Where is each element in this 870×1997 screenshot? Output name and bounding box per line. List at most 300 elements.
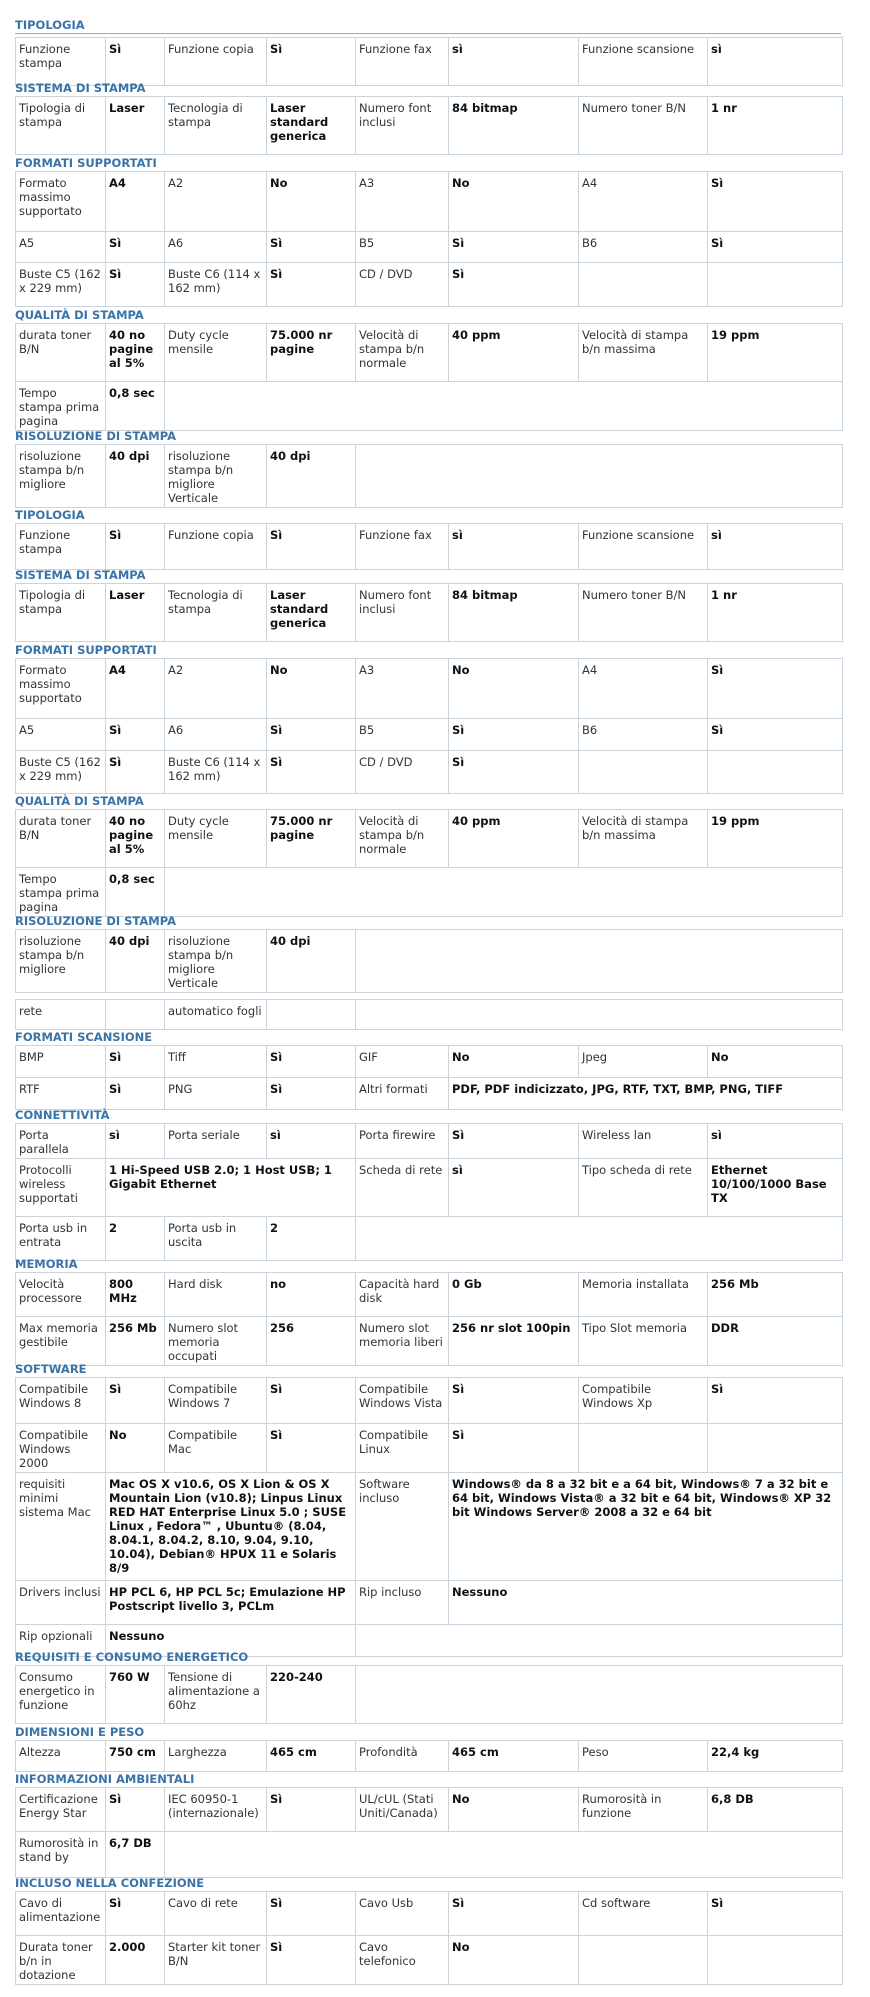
spec-value-risoluzione-stampa-b-n-migliore: 40 dpi [106,930,165,993]
spec-label-a3: A3 [356,659,449,719]
empty-cell [579,751,708,794]
spec-value-rip-incluso: Nessuno [449,1581,843,1625]
spec-table [15,1377,843,1657]
section-heading-informazioni-ambientali: INFORMAZIONI AMBIENTALI [15,1772,195,1786]
spec-value-altri-formati: PDF, PDF indicizzato, JPG, RTF, TXT, BMP, PNG, TIFF [449,1078,843,1110]
spec-value-protocolli-wireless-supportati: 1 Hi-Speed USB 2.0; 1 Host USB; 1 Gigabit Ethernet [106,1159,356,1217]
spec-table [15,1787,843,1878]
spec-value-duty-cycle-mensile: 75.000 nr pagine [267,324,356,382]
spec-label-tempo-stampa-prima-pagina: Tempo stampa prima pagina [16,868,106,917]
spec-table [15,929,843,993]
empty-cell [356,445,843,508]
spec-value-compatibile-windows-xp: Sì [708,1378,843,1424]
table-row [16,584,843,642]
spec-table [15,1123,843,1261]
spec-value-a6: Sì [267,719,356,751]
spec-value-hard-disk: no [267,1273,356,1317]
spec-label-duty-cycle-mensile: Duty cycle mensile [165,810,267,868]
table-row [16,1159,843,1217]
spec-label-a5: A5 [16,232,106,263]
spec-value-bmp: Sì [106,1046,165,1078]
spec-label-a2: A2 [165,172,267,232]
spec-value-compatibile-windows-vista: Sì [449,1378,579,1424]
spec-label-formato-massimo-supportato: Formato massimo supportato [16,659,106,719]
spec-value-tempo-stampa-prima-pagina: 0,8 sec [106,382,165,431]
spec-label-tecnologia-di-stampa: Tecnologia di stampa [165,97,267,155]
table-row [16,810,843,868]
spec-value-porta-usb-in-uscita: 2 [267,1217,356,1261]
spec-label-b6: B6 [579,719,708,751]
table-row [16,1046,843,1078]
spec-label-cavo-usb: Cavo Usb [356,1892,449,1936]
spec-label-cavo-di-rete: Cavo di rete [165,1892,267,1936]
spec-label-funzione-fax: Funzione fax [356,524,449,570]
spec-value-numero-slot-memoria-liberi: 256 nr slot 100pin [449,1317,579,1366]
spec-value-a5: Sì [106,232,165,263]
section-heading-sistema-di-stampa: SISTEMA DI STAMPA [15,81,146,95]
spec-label-buste-c5-162-x-229-mm: Buste C5 (162 x 229 mm) [16,751,106,794]
spec-table [15,583,843,642]
empty-cell [579,263,708,307]
spec-label-a4: A4 [579,172,708,232]
spec-label-porta-usb-in-entrata: Porta usb in entrata [16,1217,106,1261]
spec-value-rumorosita-in-funzione: 6,8 DB [708,1788,843,1832]
spec-label-png: PNG [165,1078,267,1110]
spec-label-funzione-scansione: Funzione scansione [579,524,708,570]
spec-value-rtf: Sì [106,1078,165,1110]
spec-label-consumo-energetico-in-funzione: Consumo energetico in funzione [16,1666,106,1724]
spec-label-profondita: Profondità [356,1741,449,1772]
table-row [16,1217,843,1261]
spec-label-altezza: Altezza [16,1741,106,1772]
spec-label-cd-software: Cd software [579,1892,708,1936]
spec-table [15,37,843,86]
spec-value-cavo-telefonico: No [449,1936,579,1985]
spec-label-buste-c6-114-x-162-mm: Buste C6 (114 x 162 mm) [165,263,267,307]
table-row [16,1788,843,1832]
spec-value-capacita-hard-disk: 0 Gb [449,1273,579,1317]
spec-table [15,1045,843,1110]
spec-value-tipologia-di-stampa: Laser [106,97,165,155]
spec-label-funzione-stampa: Funzione stampa [16,524,106,570]
spec-value-funzione-stampa: Sì [106,38,165,86]
section-heading-memoria: MEMORIA [15,1257,78,1271]
spec-value-altezza: 750 cm [106,1741,165,1772]
empty-cell [708,1424,843,1473]
spec-label-a6: A6 [165,232,267,263]
section-heading-tipologia: TIPOLOGIA [15,508,85,522]
table-row [16,1581,843,1625]
spec-label-numero-slot-memoria-liberi: Numero slot memoria liberi [356,1317,449,1366]
empty-cell [579,1424,708,1473]
spec-value-wireless-lan: sì [708,1124,843,1159]
spec-label-compatibile-windows-vista: Compatibile Windows Vista [356,1378,449,1424]
spec-label-tipo-scheda-di-rete: Tipo scheda di rete [579,1159,708,1217]
spec-label-velocita-di-stampa-b-n-massima: Velocità di stampa b/n massima [579,324,708,382]
spec-value-b5: Sì [449,232,579,263]
empty-cell [356,1000,843,1030]
spec-value-durata-toner-b-n: 40 no pagine al 5% [106,324,165,382]
table-row [16,1892,843,1936]
spec-table [15,658,843,794]
table-row [16,324,843,382]
spec-value-cd-dvd: Sì [449,751,579,794]
spec-value-certificazione-energy-star: Sì [106,1788,165,1832]
spec-value-funzione-copia: Sì [267,524,356,570]
spec-label-software-incluso: Software incluso [356,1473,449,1581]
table-row [16,1078,843,1110]
spec-label-scheda-di-rete: Scheda di rete [356,1159,449,1217]
spec-label-rumorosita-in-stand-by: Rumorosità in stand by [16,1832,106,1878]
spec-value-a5: Sì [106,719,165,751]
spec-value-scheda-di-rete: sì [449,1159,579,1217]
spec-value-formato-massimo-supportato: A4 [106,659,165,719]
spec-label-tipo-slot-memoria: Tipo Slot memoria [579,1317,708,1366]
spec-label-cavo-di-alimentazione: Cavo di alimentazione [16,1892,106,1936]
table-row [16,930,843,993]
spec-value-velocita-di-stampa-b-n-massima: 19 ppm [708,324,843,382]
section-heading-sistema-di-stampa: SISTEMA DI STAMPA [15,568,146,582]
spec-table [15,1891,843,1985]
spec-label-velocita-di-stampa-b-n-massima: Velocità di stampa b/n massima [579,810,708,868]
spec-label-risoluzione-stampa-b-n-migliore: risoluzione stampa b/n migliore [16,445,106,508]
spec-table [15,1665,843,1724]
spec-value-buste-c6-114-x-162-mm: Sì [267,751,356,794]
spec-label-compatibile-windows-2000: Compatibile Windows 2000 [16,1424,106,1473]
spec-value-tensione-di-alimentazione-a-60hz: 220-240 [267,1666,356,1724]
spec-value-tipo-slot-memoria: DDR [708,1317,843,1366]
empty-cell [165,1832,843,1878]
spec-label-automatico-fogli: automatico fogli [165,1000,267,1030]
spec-value-numero-toner-b-n: 1 nr [708,97,843,155]
spec-label-funzione-fax: Funzione fax [356,38,449,86]
spec-table [15,1740,843,1772]
table-row [16,1832,843,1878]
spec-label-b6: B6 [579,232,708,263]
table-row [16,751,843,794]
spec-label-a6: A6 [165,719,267,751]
spec-label-compatibile-windows-7: Compatibile Windows 7 [165,1378,267,1424]
spec-value-funzione-copia: Sì [267,38,356,86]
spec-label-ul-cul-stati-uniti-canada: UL/cUL (Stati Uniti/Canada) [356,1788,449,1832]
spec-value-png: Sì [267,1078,356,1110]
section-divider [15,33,841,34]
spec-label-rip-opzionali: Rip opzionali [16,1625,106,1657]
spec-label-durata-toner-b-n: durata toner B/N [16,810,106,868]
table-row [16,263,843,307]
spec-label-velocita-di-stampa-b-n-normale: Velocità di stampa b/n normale [356,324,449,382]
table-row [16,659,843,719]
spec-value-rumorosita-in-stand-by: 6,7 DB [106,1832,165,1878]
spec-label-risoluzione-stampa-b-n-migliore-verticale: risoluzione stampa b/n migliore Verticale [165,930,267,993]
spec-value-ul-cul-stati-uniti-canada: No [449,1788,579,1832]
spec-label-rete: rete [16,1000,106,1030]
spec-value-b6: Sì [708,719,843,751]
spec-value-velocita-di-stampa-b-n-normale: 40 ppm [449,324,579,382]
spec-value-numero-font-inclusi: 84 bitmap [449,97,579,155]
table-row [16,97,843,155]
empty-cell [165,382,843,431]
spec-table [15,809,843,917]
spec-value-a2: No [267,659,356,719]
spec-label-wireless-lan: Wireless lan [579,1124,708,1159]
spec-value-risoluzione-stampa-b-n-migliore: 40 dpi [106,445,165,508]
spec-label-porta-seriale: Porta seriale [165,1124,267,1159]
spec-value-gif: No [449,1046,579,1078]
spec-label-peso: Peso [579,1741,708,1772]
spec-label-compatibile-linux: Compatibile Linux [356,1424,449,1473]
spec-value-drivers-inclusi: HP PCL 6, HP PCL 5c; Emulazione HP Postscript livello 3, PCLm [106,1581,356,1625]
spec-value-a4: Sì [708,659,843,719]
section-heading-qualita-di-stampa: QUALITÀ DI STAMPA [15,794,144,808]
spec-value-larghezza: 465 cm [267,1741,356,1772]
table-row [16,1378,843,1424]
spec-label-iec-60950-1-internazionale: IEC 60950-1 (internazionale) [165,1788,267,1832]
empty-cell [579,1936,708,1985]
spec-value-tipo-scheda-di-rete: Ethernet 10/100/1000 Base TX [708,1159,843,1217]
spec-label-requisiti-minimi-sistema-mac: requisiti minimi sistema Mac [16,1473,106,1581]
spec-label-tiff: Tiff [165,1046,267,1078]
section-heading-requisiti-e-consumo-energetico: REQUISITI E CONSUMO ENERGETICO [15,1650,249,1664]
spec-label-drivers-inclusi: Drivers inclusi [16,1581,106,1625]
section-heading-risoluzione-di-stampa: RISOLUZIONE DI STAMPA [15,429,177,443]
spec-label-rumorosita-in-funzione: Rumorosità in funzione [579,1788,708,1832]
table-row [16,172,843,232]
spec-value-porta-usb-in-entrata: 2 [106,1217,165,1261]
spec-label-buste-c6-114-x-162-mm: Buste C6 (114 x 162 mm) [165,751,267,794]
spec-label-cavo-telefonico: Cavo telefonico [356,1936,449,1985]
spec-label-a4: A4 [579,659,708,719]
spec-label-protocolli-wireless-supportati: Protocolli wireless supportati [16,1159,106,1217]
table-row [16,719,843,751]
spec-value-porta-firewire: Sì [449,1124,579,1159]
spec-table [15,1272,843,1366]
table-row [16,1273,843,1317]
spec-label-hard-disk: Hard disk [165,1273,267,1317]
spec-value-compatibile-windows-7: Sì [267,1378,356,1424]
spec-label-cd-dvd: CD / DVD [356,263,449,307]
spec-label-numero-toner-b-n: Numero toner B/N [579,584,708,642]
spec-value-max-memoria-gestibile: 256 Mb [106,1317,165,1366]
spec-label-capacita-hard-disk: Capacità hard disk [356,1273,449,1317]
spec-value-compatibile-windows-8: Sì [106,1378,165,1424]
spec-value-durata-toner-b-n: 40 no pagine al 5% [106,810,165,868]
spec-value-cd-software: Sì [708,1892,843,1936]
spec-value-cd-dvd: Sì [449,263,579,307]
spec-table [15,96,843,155]
spec-table [15,171,843,307]
spec-value-tempo-stampa-prima-pagina: 0,8 sec [106,868,165,917]
spec-value-formato-massimo-supportato: A4 [106,172,165,232]
spec-label-velocita-processore: Velocità processore [16,1273,106,1317]
spec-value-requisiti-minimi-sistema-mac: Mac OS X v10.6, OS X Lion & OS X Mountain Lion (v10.8); Linpus Linux RED HAT Enterprise Linux 5.0 ; SUSE Linux , Fedora™ , Ubuntu® (8.04, 8.04.1, 8.04.2, 8.10, 9.04, 9.10, 10.04), Debian® HPUX 11 e Solaris 8/9 [106,1473,356,1581]
empty-cell [356,930,843,993]
spec-label-compatibile-windows-8: Compatibile Windows 8 [16,1378,106,1424]
empty-cell [708,751,843,794]
empty-cell [708,1936,843,1985]
table-row [16,1124,843,1159]
table-row [16,1000,843,1030]
spec-label-durata-toner-b-n: durata toner B/N [16,324,106,382]
spec-value-profondita: 465 cm [449,1741,579,1772]
spec-value-risoluzione-stampa-b-n-migliore-verticale: 40 dpi [267,445,356,508]
spec-value-funzione-scansione: sì [708,38,843,86]
table-row [16,1424,843,1473]
spec-value-compatibile-windows-2000: No [106,1424,165,1473]
spec-table [15,523,843,570]
spec-label-risoluzione-stampa-b-n-migliore-verticale: risoluzione stampa b/n migliore Verticale [165,445,267,508]
spec-label-numero-font-inclusi: Numero font inclusi [356,584,449,642]
spec-label-funzione-copia: Funzione copia [165,524,267,570]
spec-label-velocita-di-stampa-b-n-normale: Velocità di stampa b/n normale [356,810,449,868]
table-row [16,1936,843,1985]
spec-value-funzione-fax: sì [449,38,579,86]
spec-value-buste-c5-162-x-229-mm: Sì [106,751,165,794]
spec-value-jpeg: No [708,1046,843,1078]
spec-value-risoluzione-stampa-b-n-migliore-verticale: 40 dpi [267,930,356,993]
spec-value-software-incluso: Windows® da 8 a 32 bit e a 64 bit, Windows® 7 a 32 bit e 64 bit, Windows Vista® a 32 bit e 64 bit, Windows® XP 32 bit Windows Server® 2008 a 32 e 64 bit [449,1473,843,1581]
section-heading-formati-supportati: FORMATI SUPPORTATI [15,156,157,170]
spec-table [15,444,843,508]
table-row [16,38,843,86]
spec-value-tecnologia-di-stampa: Laser standard generica [267,97,356,155]
spec-label-gif: GIF [356,1046,449,1078]
spec-label-altri-formati: Altri formati [356,1078,449,1110]
spec-value-buste-c6-114-x-162-mm: Sì [267,263,356,307]
spec-label-b5: B5 [356,232,449,263]
spec-label-porta-firewire: Porta firewire [356,1124,449,1159]
spec-label-memoria-installata: Memoria installata [579,1273,708,1317]
spec-label-risoluzione-stampa-b-n-migliore: risoluzione stampa b/n migliore [16,930,106,993]
spec-value-peso: 22,4 kg [708,1741,843,1772]
spec-value-rip-opzionali: Nessuno [106,1625,356,1657]
spec-value-durata-toner-b-n-in-dotazione: 2.000 [106,1936,165,1985]
spec-value-porta-seriale: sì [267,1124,356,1159]
spec-value-tipologia-di-stampa: Laser [106,584,165,642]
spec-label-funzione-stampa: Funzione stampa [16,38,106,86]
section-heading-incluso-nella-confezione: INCLUSO NELLA CONFEZIONE [15,1876,205,1890]
spec-label-larghezza: Larghezza [165,1741,267,1772]
spec-value-a4: Sì [708,172,843,232]
spec-value-numero-slot-memoria-occupati: 256 [267,1317,356,1366]
spec-label-formato-massimo-supportato: Formato massimo supportato [16,172,106,232]
spec-value-tiff: Sì [267,1046,356,1078]
spec-label-numero-font-inclusi: Numero font inclusi [356,97,449,155]
table-row [16,1666,843,1724]
spec-label-compatibile-windows-xp: Compatibile Windows Xp [579,1378,708,1424]
spec-label-durata-toner-b-n-in-dotazione: Durata toner b/n in dotazione [16,1936,106,1985]
spec-label-tipologia-di-stampa: Tipologia di stampa [16,97,106,155]
spec-table [15,323,843,431]
empty-cell [356,1217,843,1261]
spec-value-velocita-di-stampa-b-n-massima: 19 ppm [708,810,843,868]
spec-value-a3: No [449,659,579,719]
section-heading-formati-scansione: FORMATI SCANSIONE [15,1030,153,1044]
spec-label-compatibile-mac: Compatibile Mac [165,1424,267,1473]
spec-label-tecnologia-di-stampa: Tecnologia di stampa [165,584,267,642]
spec-value-funzione-stampa: Sì [106,524,165,570]
table-row [16,868,843,917]
spec-label-starter-kit-toner-b-n: Starter kit toner B/N [165,1936,267,1985]
spec-value-funzione-fax: sì [449,524,579,570]
spec-value-numero-font-inclusi: 84 bitmap [449,584,579,642]
spec-label-porta-usb-in-uscita: Porta usb in uscita [165,1217,267,1261]
empty-cell [267,1000,356,1030]
spec-value-cavo-di-rete: Sì [267,1892,356,1936]
section-heading-formati-supportati: FORMATI SUPPORTATI [15,643,157,657]
spec-value-tecnologia-di-stampa: Laser standard generica [267,584,356,642]
spec-value-duty-cycle-mensile: 75.000 nr pagine [267,810,356,868]
spec-value-a2: No [267,172,356,232]
spec-value-b5: Sì [449,719,579,751]
spec-value-a3: No [449,172,579,232]
empty-cell [106,1000,165,1030]
spec-label-duty-cycle-mensile: Duty cycle mensile [165,324,267,382]
spec-label-tipologia-di-stampa: Tipologia di stampa [16,584,106,642]
spec-value-starter-kit-toner-b-n: Sì [267,1936,356,1985]
spec-value-compatibile-linux: Sì [449,1424,579,1473]
spec-label-porta-parallela: Porta parallela [16,1124,106,1159]
spec-label-funzione-scansione: Funzione scansione [579,38,708,86]
spec-value-b6: Sì [708,232,843,263]
spec-label-rip-incluso: Rip incluso [356,1581,449,1625]
spec-value-memoria-installata: 256 Mb [708,1273,843,1317]
table-row [16,1473,843,1581]
section-heading-tipologia: TIPOLOGIA [15,18,85,32]
spec-label-bmp: BMP [16,1046,106,1078]
spec-value-iec-60950-1-internazionale: Sì [267,1788,356,1832]
spec-value-cavo-di-alimentazione: Sì [106,1892,165,1936]
section-heading-risoluzione-di-stampa: RISOLUZIONE DI STAMPA [15,914,177,928]
spec-value-compatibile-mac: Sì [267,1424,356,1473]
spec-label-rtf: RTF [16,1078,106,1110]
spec-value-a6: Sì [267,232,356,263]
spec-label-b5: B5 [356,719,449,751]
spec-label-a5: A5 [16,719,106,751]
spec-value-velocita-processore: 800 MHz [106,1273,165,1317]
empty-cell [708,263,843,307]
empty-cell [165,868,843,917]
spec-value-porta-parallela: sì [106,1124,165,1159]
spec-label-jpeg: Jpeg [579,1046,708,1078]
spec-value-funzione-scansione: sì [708,524,843,570]
table-row [16,1317,843,1366]
spec-label-funzione-copia: Funzione copia [165,38,267,86]
spec-label-certificazione-energy-star: Certificazione Energy Star [16,1788,106,1832]
spec-value-numero-toner-b-n: 1 nr [708,584,843,642]
spec-label-tempo-stampa-prima-pagina: Tempo stampa prima pagina [16,382,106,431]
section-heading-dimensioni-e-peso: DIMENSIONI E PESO [15,1725,145,1739]
empty-cell [356,1666,843,1724]
spec-label-numero-toner-b-n: Numero toner B/N [579,97,708,155]
table-row [16,232,843,263]
section-heading-software: SOFTWARE [15,1362,87,1376]
table-row [16,445,843,508]
section-heading-connettivita: CONNETTIVITÀ [15,1108,110,1122]
spec-label-tensione-di-alimentazione-a-60hz: Tensione di alimentazione a 60hz [165,1666,267,1724]
spec-value-buste-c5-162-x-229-mm: Sì [106,263,165,307]
spec-label-max-memoria-gestibile: Max memoria gestibile [16,1317,106,1366]
spec-value-velocita-di-stampa-b-n-normale: 40 ppm [449,810,579,868]
spec-label-numero-slot-memoria-occupati: Numero slot memoria occupati [165,1317,267,1366]
spec-value-cavo-usb: Sì [449,1892,579,1936]
table-row [16,1741,843,1772]
empty-cell [356,1625,843,1657]
table-row [16,382,843,431]
section-heading-qualita-di-stampa: QUALITÀ DI STAMPA [15,308,144,322]
spec-table [15,999,843,1030]
spec-label-a3: A3 [356,172,449,232]
